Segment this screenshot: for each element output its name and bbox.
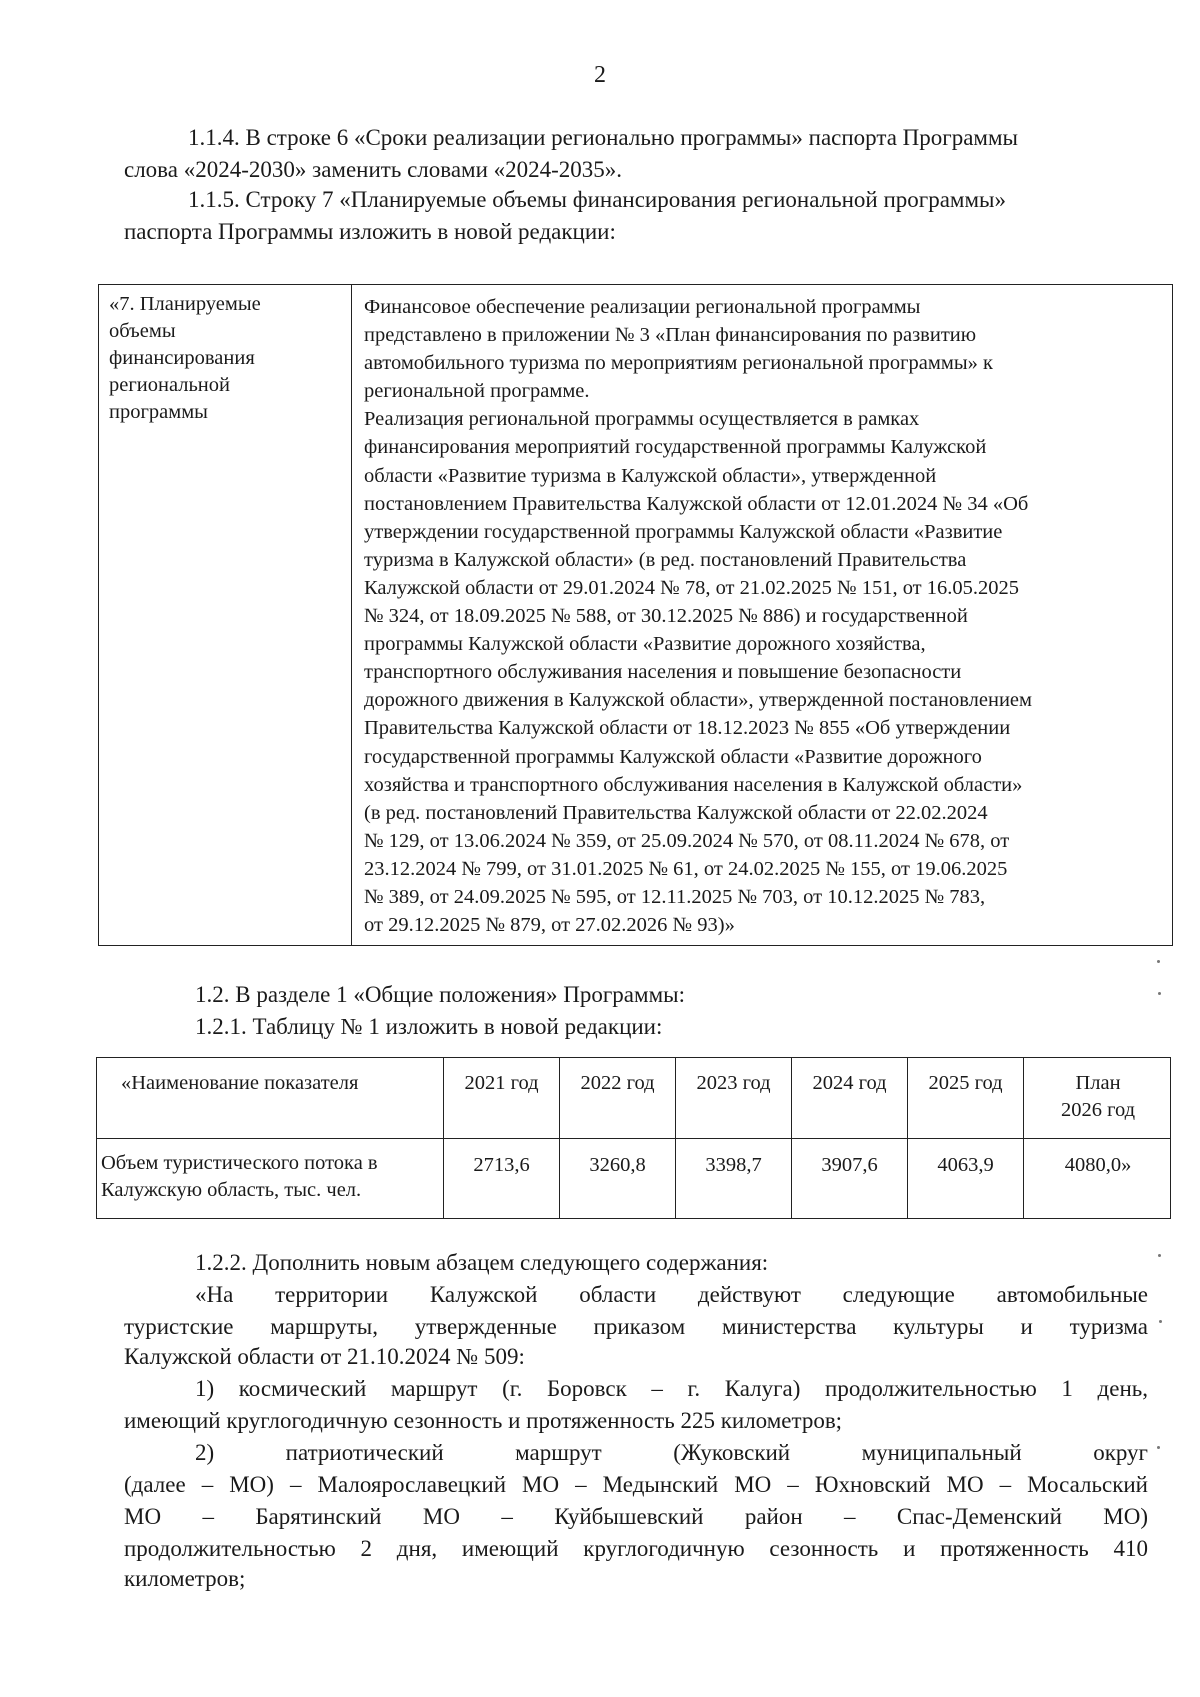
content-line: № 389, от 24.09.2025 № 595, от 12.11.2025 № 703, от 10.12.2025 № 783, [364,885,986,908]
content-line: программы Калужской области «Развитие дорожного хозяйства, [364,633,926,656]
year-2021-column [443,1058,559,1218]
value-cell: 4080,0» [1064,1154,1132,1176]
row-7-title-line: «7. Планируемые [109,293,261,315]
row-7-title-line: объемы [109,320,176,342]
header-year: 2023 год [696,1072,771,1094]
header-plan-line: План [1075,1072,1121,1094]
content-line: 23.12.2024 № 799, от 31.01.2025 № 61, от 24.02.2025 № 155, от 19.06.2025 [364,857,1008,880]
content-line: от 29.12.2025 № 879, от 27.02.2026 № 93)» [364,914,735,937]
routes-intro-line1: «На территории Калужской области действуют следующие автомобильные [195,1282,1148,1307]
tourist-flow-table [96,1057,1171,1219]
content-line: (в ред. постановлений Правительства Калужской области от 22.02.2024 [364,801,988,824]
scan-speck [1157,960,1160,963]
row-7-title-cell [99,285,352,945]
content-line: Правительства Калужской области от 18.12.2023 № 855 «Об утверждении [364,717,1011,740]
header-year: 2022 год [580,1072,655,1094]
content-line: финансирования мероприятий государственной программы Калужской [364,436,987,459]
row-name-line: Калужскую область, тыс. чел. [101,1179,362,1201]
routes-intro-line2: туристские маршруты, утвержденные приказом министерства культуры и туризма [124,1314,1148,1339]
content-line: Реализация региональной программы осуществляется в рамках [364,408,920,431]
content-line: области «Развитие туризма в Калужской области», утвержденной [364,464,937,487]
plan-2026-column [1023,1058,1172,1218]
value-cell: 4063,9 [937,1154,994,1176]
header-name: «Наименование показателя [121,1072,359,1094]
scan-speck [1158,992,1161,995]
content-line: хозяйства и транспортного обслуживания населения в Калужской области» [364,773,1023,796]
route-1-line2: имеющий круглогодичную сезонность и протяженность 225 километров; [124,1408,843,1433]
routes-intro-line3: Калужской области от 21.10.2024 № 509: [124,1344,525,1369]
scan-speck [1158,1254,1161,1257]
content-line: представлено в приложении № 3 «План финансирования по развитию [364,324,977,347]
year-2024-column [791,1058,907,1218]
paragraph-1-2: 1.2. В разделе 1 «Общие положения» Программы: [195,982,685,1007]
paragraph-1-1-5-line1: 1.1.5. Строку 7 «Планируемые объемы финансирования региональной программы» [188,187,1006,212]
route-2-line1: 2) патриотический маршрут (Жуковский муниципальный округ [195,1440,1148,1465]
scan-speck [1159,1320,1162,1323]
header-year: 2024 год [812,1072,887,1094]
year-2022-column [559,1058,675,1218]
content-line: автомобильного туризма по мероприятиям региональной программы» к [364,352,993,375]
row-7-title-line: финансирования [109,347,255,369]
route-2-line5: километров; [124,1566,246,1591]
content-line: № 129, от 13.06.2024 № 359, от 25.09.2024 № 570, от 08.11.2024 № 678, от [364,829,1010,852]
indicator-name-column [97,1058,443,1218]
content-line: утверждении государственной программы Калужской области «Развитие [364,520,1003,543]
header-year: 2025 год [928,1072,1003,1094]
paragraph-1-2-1: 1.2.1. Таблицу № 1 изложить в новой редакции: [195,1014,663,1039]
content-line: № 324, от 18.09.2025 № 588, от 30.12.2025 № 886) и государственной [364,605,968,628]
value-cell: 2713,6 [473,1154,530,1176]
row-name [97,1138,443,1220]
content-line: Калужской области от 29.01.2024 № 78, от 21.02.2025 № 151, от 16.05.2025 [364,576,1020,599]
header-year: 2021 год [464,1072,539,1094]
scan-speck [1157,1446,1160,1449]
route-1-line1: 1) космический маршрут (г. Боровск – г. Калуга) продолжительностью 1 день, [195,1376,1148,1401]
row-name-line: Объем туристического потока в [101,1152,378,1174]
paragraph-1-1-4-line2: слова «2024-2030» заменить словами «2024-2035». [124,157,623,182]
header-plan-line: 2026 год [1060,1099,1136,1121]
route-2-line4: продолжительностью 2 дня, имеющий круглогодичную сезонность и протяженность 410 [124,1536,1148,1561]
paragraph-1-2-2: 1.2.2. Дополнить новым абзацем следующего содержания: [195,1250,769,1275]
row-7-content-cell [352,285,1172,945]
route-2-line3: МО – Барятинский МО – Куйбышевский район – Спас-Деменский МО) [124,1504,1148,1529]
page-number: 2 [594,62,606,88]
year-2023-column [675,1058,791,1218]
passport-row-7-table [98,284,1173,946]
paragraph-1-1-5-line2: паспорта Программы изложить в новой редакции: [124,219,616,244]
content-line: региональной программе. [364,380,590,403]
content-line: дорожного движения в Калужской области», утвержденной постановлением [364,689,1032,712]
value-cell: 3398,7 [705,1154,762,1176]
content-line: транспортного обслуживания населения и повышение безопасности [364,661,962,684]
content-line: постановлением Правительства Калужской области от 12.01.2024 № 34 «Об [364,492,1029,515]
route-2-line2: (далее – МО) – Малоярославецкий МО – Медынский МО – Юхновский МО – Мосальский [124,1472,1148,1497]
header-plan [1024,1058,1172,1138]
content-line: Финансовое обеспечение реализации региональной программы [364,296,921,318]
row-7-title-line: программы [109,401,208,423]
row-7-title-line: региональной [109,374,230,396]
paragraph-1-1-4-line1: 1.1.4. В строке 6 «Сроки реализации регионально программы» паспорта Программы [188,125,1018,150]
content-line: туризма в Калужской области» (в ред. постановлений Правительства [364,548,967,571]
content-line: государственной программы Калужской области «Развитие дорожного [364,745,982,768]
year-2025-column [907,1058,1023,1218]
value-cell: 3907,6 [821,1154,878,1176]
value-cell: 3260,8 [589,1154,646,1176]
